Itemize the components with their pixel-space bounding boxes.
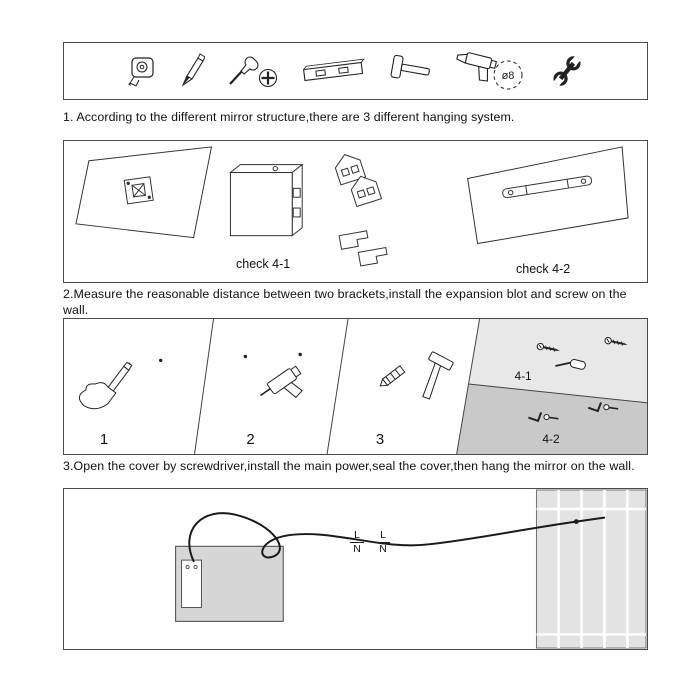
mark-position-illustration [79,359,162,409]
hammer-icon [387,55,433,87]
check-4-1-label: check 4-1 [236,257,291,271]
anchor-hammer-illustration [378,351,454,401]
mirror-back-1-illustration [76,147,212,238]
panel-2-number: 2 [246,432,255,449]
neutral-label: N [353,543,361,556]
drill-icon [455,49,527,93]
tools-row [64,43,647,99]
wire-live-neutral-label-2 [376,529,390,555]
step-1-text: 1. According to the different mirror structure,there are 3 different hanging system. [63,110,515,124]
mirror-back-2-illustration [468,147,628,244]
screwdriver-icon [227,53,279,89]
drill-bit-diameter-label: ø8 [501,70,514,82]
mirror-panel-illustration [230,165,302,236]
hanging-systems-panel [63,140,648,283]
hanging-brackets-illustration [332,151,388,269]
neutral-label: N [379,543,387,556]
bracket-4-1-label: 4-1 [514,369,532,384]
wire-connector-dot [574,519,579,524]
wire-live-neutral-label-1 [350,529,364,555]
hanging-systems-illustration [64,141,647,282]
check-4-2-label: check 4-2 [516,262,571,276]
step-3-text: 3.Open the cover by screwdriver,install the main power,seal the cover,then hang the mirror on the wall. [63,459,635,473]
live-label: L [376,529,390,543]
panel-3-number: 3 [375,432,385,449]
step-2-text: 2.Measure the reasonable distance between two brackets,install the expansion blot and screw on the wall. [63,287,627,317]
drill-holes-illustration [244,353,311,413]
tiled-wall-illustration [536,490,646,648]
mounting-steps-illustration [64,319,647,454]
wiring-illustration [64,489,647,649]
level-icon [301,57,365,85]
phillips-bit-icon [259,70,276,87]
wiring-panel [63,488,648,650]
tools-panel [63,42,648,100]
tape-measure-icon [127,53,157,89]
wrench-icon [549,53,585,89]
panel-1-number: 1 [99,432,109,449]
mounting-panel [63,318,648,455]
live-label: L [350,529,364,543]
pencil-icon [179,53,205,89]
bracket-4-2-label: 4-2 [542,432,560,447]
